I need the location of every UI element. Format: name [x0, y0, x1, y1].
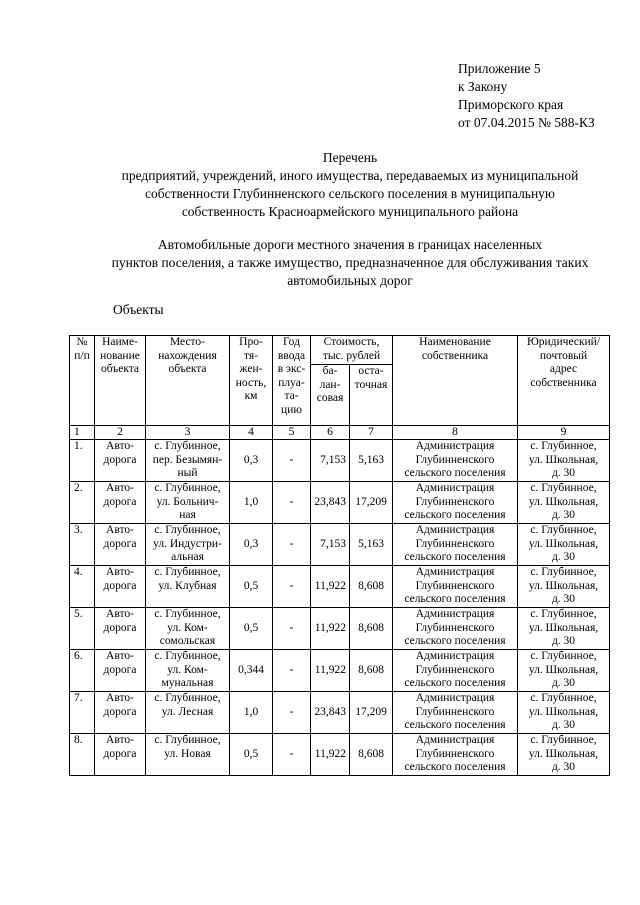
cell-owner: Администрация Глубинненского сельского поселения	[393, 482, 518, 524]
title-line: Перечень	[322, 150, 378, 165]
cell-num: 2.	[70, 482, 95, 524]
header-cost: Стоимость, тыс. рублей	[311, 336, 393, 365]
cell-location: с. Глубинное, ул. Ком- мунальная	[146, 650, 230, 692]
column-number: 2	[95, 426, 146, 440]
cell-year: -	[273, 482, 311, 524]
cell-cost-residual: 8,608	[350, 650, 393, 692]
cell-name: Авто- дорога	[95, 566, 146, 608]
cell-cost-residual: 8,608	[350, 566, 393, 608]
cell-length: 0,344	[230, 650, 273, 692]
cell-length: 1,0	[230, 692, 273, 734]
cell-location: с. Глубинное, ул. Клубная	[146, 566, 230, 608]
cell-cost-base: 23,843	[311, 692, 350, 734]
cell-name: Авто- дорога	[95, 692, 146, 734]
cell-length: 1,0	[230, 482, 273, 524]
cell-num: 4.	[70, 566, 95, 608]
cell-address: с. Глубинное, ул. Школьная, д. 30	[518, 482, 610, 524]
cell-location: с. Глубинное, пер. Безымян- ный	[146, 440, 230, 482]
objects-table	[69, 335, 610, 776]
cell-name: Авто- дорога	[95, 440, 146, 482]
subtitle-line: пунктов поселения, а также имущество, предназначенное для обслуживания таких	[111, 255, 589, 270]
header-cost-residual: оста- точная	[350, 365, 393, 426]
table-row	[70, 692, 610, 734]
cell-cost-residual: 5,163	[350, 440, 393, 482]
header-name: Наиме- нование объекта	[95, 336, 146, 426]
cell-address: с. Глубинное, ул. Школьная, д. 30	[518, 650, 610, 692]
cell-year: -	[273, 524, 311, 566]
cell-cost-residual: 5,163	[350, 524, 393, 566]
cell-address: с. Глубинное, ул. Школьная, д. 30	[518, 692, 610, 734]
cell-cost-base: 11,922	[311, 608, 350, 650]
cell-address: с. Глубинное, ул. Школьная, д. 30	[518, 440, 610, 482]
cell-num: 5.	[70, 608, 95, 650]
title-line: предприятий, учреждений, иного имущества, передаваемых из муниципальной	[121, 168, 579, 183]
cell-name: Авто- дорога	[95, 482, 146, 524]
cell-owner: Администрация Глубинненского сельского поселения	[393, 440, 518, 482]
cell-address: с. Глубинное, ул. Школьная, д. 30	[518, 608, 610, 650]
cell-year: -	[273, 608, 311, 650]
cell-owner: Администрация Глубинненского сельского поселения	[393, 650, 518, 692]
cell-cost-base: 23,843	[311, 482, 350, 524]
header-owner: Наименование собственника	[393, 336, 518, 426]
cell-cost-residual: 17,209	[350, 482, 393, 524]
header-num: № п/п	[70, 336, 95, 426]
table-row	[70, 566, 610, 608]
appendix-line: к Закону	[458, 79, 508, 94]
column-numbers-row	[70, 426, 610, 440]
column-number: 4	[230, 426, 273, 440]
column-number: 6	[311, 426, 350, 440]
title-line: собственность Красноармейского муниципального района	[181, 204, 519, 219]
cell-length: 0,5	[230, 734, 273, 776]
objects-label: Объекты	[113, 302, 164, 317]
table-row	[70, 440, 610, 482]
cell-name: Авто- дорога	[95, 650, 146, 692]
cell-location: с. Глубинное, ул. Новая	[146, 734, 230, 776]
cell-year: -	[273, 440, 311, 482]
header-address: Юридический/ почтовый адрес собственника	[518, 336, 610, 426]
header-length: Про- тя- жен- ность, км	[230, 336, 273, 426]
cell-cost-residual: 17,209	[350, 692, 393, 734]
table-row	[70, 650, 610, 692]
column-number: 8	[393, 426, 518, 440]
appendix-reference	[458, 60, 595, 132]
cell-cost-base: 11,922	[311, 650, 350, 692]
cell-num: 6.	[70, 650, 95, 692]
cell-cost-base: 11,922	[311, 734, 350, 776]
cell-name: Авто- дорога	[95, 734, 146, 776]
header-location: Место- нахождения объекта	[146, 336, 230, 426]
cell-owner: Администрация Глубинненского сельского поселения	[393, 566, 518, 608]
column-number: 9	[518, 426, 610, 440]
cell-owner: Администрация Глубинненского сельского поселения	[393, 524, 518, 566]
cell-location: с. Глубинное, ул. Ком- сомольская	[146, 608, 230, 650]
subtitle-line: Автомобильные дороги местного значения в границах населенных	[157, 237, 543, 252]
cell-location: с. Глубинное, ул. Лесная	[146, 692, 230, 734]
cell-year: -	[273, 566, 311, 608]
cell-year: -	[273, 734, 311, 776]
column-number: 3	[146, 426, 230, 440]
document-subtitle	[60, 236, 640, 290]
header-row	[70, 336, 610, 365]
cell-cost-residual: 8,608	[350, 734, 393, 776]
subtitle-line: автомобильных дорог	[287, 273, 413, 288]
appendix-line: от 07.04.2015 № 588-КЗ	[458, 115, 595, 130]
cell-cost-base: 7,153	[311, 440, 350, 482]
cell-length: 0,3	[230, 440, 273, 482]
cell-num: 3.	[70, 524, 95, 566]
table-row	[70, 524, 610, 566]
cell-location: с. Глубинное, ул. Индустри- альная	[146, 524, 230, 566]
cell-cost-base: 7,153	[311, 524, 350, 566]
cell-owner: Администрация Глубинненского сельского поселения	[393, 692, 518, 734]
cell-address: с. Глубинное, ул. Школьная, д. 30	[518, 734, 610, 776]
cell-length: 0,5	[230, 608, 273, 650]
document-title	[60, 149, 640, 221]
column-number: 5	[273, 426, 311, 440]
table-row	[70, 482, 610, 524]
cell-address: с. Глубинное, ул. Школьная, д. 30	[518, 524, 610, 566]
appendix-line: Приморского края	[458, 97, 564, 112]
cell-owner: Администрация Глубинненского сельского поселения	[393, 608, 518, 650]
table-row	[70, 608, 610, 650]
cell-name: Авто- дорога	[95, 524, 146, 566]
appendix-line: Приложение 5	[458, 61, 541, 76]
cell-length: 0,5	[230, 566, 273, 608]
cell-num: 1.	[70, 440, 95, 482]
cell-name: Авто- дорога	[95, 608, 146, 650]
cell-cost-base: 11,922	[311, 566, 350, 608]
cell-location: с. Глубинное, ул. Больнич- ная	[146, 482, 230, 524]
title-line: собственности Глубинненского сельского поселения в муниципальную	[144, 186, 556, 201]
cell-num: 8.	[70, 734, 95, 776]
cell-year: -	[273, 692, 311, 734]
cell-length: 0,3	[230, 524, 273, 566]
header-cost-base: ба- лан- совая	[311, 365, 350, 426]
cell-num: 7.	[70, 692, 95, 734]
cell-year: -	[273, 650, 311, 692]
cell-cost-residual: 8,608	[350, 608, 393, 650]
header-year: Год ввода в экс- плуа- та- цию	[273, 336, 311, 426]
cell-address: с. Глубинное, ул. Школьная, д. 30	[518, 566, 610, 608]
cell-owner: Администрация Глубинненского сельского поселения	[393, 734, 518, 776]
table-row	[70, 734, 610, 776]
column-number: 1	[70, 426, 95, 440]
column-number: 7	[350, 426, 393, 440]
